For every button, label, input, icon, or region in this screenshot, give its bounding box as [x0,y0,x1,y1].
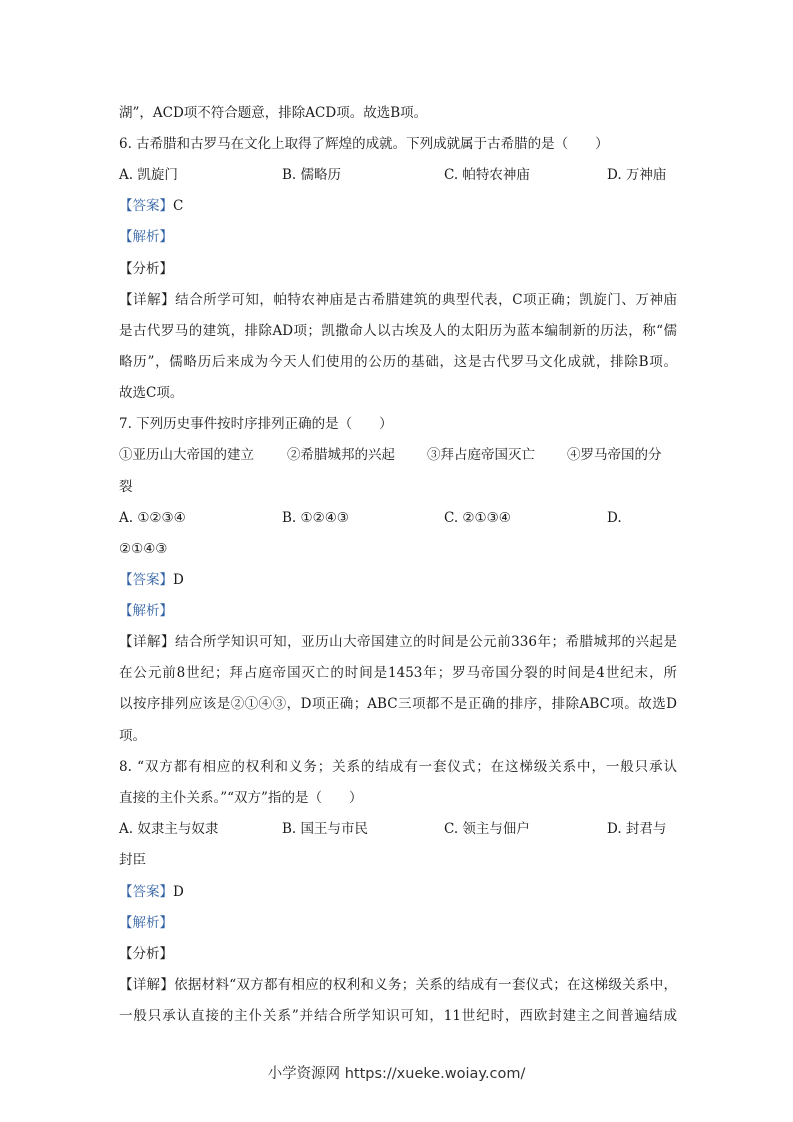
l1: 湖”，ACD项不符合题意，排除ACD项。故选B项。 [119,105,428,121]
q8-stem-1: 8. “双方都有相应的权利和义务；关系的结成有一套仪式；在这梯级关系中，一般只承认 [119,759,677,775]
q6-option-b: B. 儒略历 [282,167,342,183]
q7-detail-2: 在公元前8世纪；拜占庭帝国灭亡的时间是1453年；罗马帝国分裂的时间是4世纪末，所 [119,665,677,681]
q7-detail-4: 项。 [119,728,146,744]
q7-event-4: ④罗马帝国的分 [567,447,662,463]
q7-option-d: D. [607,510,622,526]
q6-detail-2: 是古代罗马的建筑，排除AD项；凯撒命人以古埃及人的太阳历为蓝本编制新的历法，称“儒 [119,323,677,339]
q8-detail-1 [119,975,677,995]
q7-option-a: A. ①②③④ [119,510,186,526]
q7-detail-3: 以按序排列应该是②①④③，D项正确；ABC三项都不是正确的排序，排除ABC项。故选D [119,696,677,712]
q6-fenxi: 【分析】 [119,261,173,277]
q6-detail-4: 故选C项。 [119,385,184,401]
q7-answer [119,570,184,590]
answer-value: C [173,198,184,214]
q6-stem: 6. 古希腊和古罗马在文化上取得了辉煌的成就。下列成就属于古希腊的是（ ） [119,136,609,152]
q8-option-b: B. 国王与市民 [282,821,369,837]
answer-value: D [173,884,184,900]
q8-option-d: D. 封君与 [607,821,667,837]
answer-value: D [173,572,184,588]
q7-detail-1 [119,632,677,652]
q6-jiexi: 【解析】 [119,229,173,245]
q8-option-d-cont: 封臣 [119,852,146,868]
q8-answer [119,882,184,902]
q6-detail-3: 略历”，儒略历后来成为今天人们使用的公历的基础，这是古代罗马文化成就，排除B项。 [119,354,677,370]
q7-event-1: ①亚历山大帝国的建立 [119,447,254,463]
q8-jiexi: 【解析】 [119,915,173,931]
q7-event-3: ③拜占庭帝国灭亡 [427,447,535,463]
detail-tag: 【详解】 [119,634,176,650]
q7-option-d-value: ②①④③ [119,541,168,557]
detail-text: 依据材料“双方都有相应的权利和义务；关系的结成有一套仪式；在这梯级关系中， [174,977,677,993]
detail-tag: 【详解】 [119,292,176,308]
q6-option-a: A. 凯旋门 [119,167,178,183]
q6-answer [119,196,183,216]
detail-text: 结合所学知识可知，亚历山大帝国建立的时间是公元前336年；希腊城邦的兴起是 [175,634,677,650]
q7-option-c: C. ②①③④ [444,510,511,526]
q7-event-2: ②希腊城邦的兴起 [287,447,395,463]
answer-tag: 【答案】 [119,198,173,214]
page-footer[interactable]: 小学资源网 https://xueke.woiay.com/ [267,1066,526,1082]
q7-stem: 7. 下列历史事件按时序排列正确的是（ ） [119,416,393,432]
q6-detail-1 [119,290,677,310]
q7-option-b: B. ①②④③ [282,510,349,526]
detail-tag: 【详解】 [119,977,175,993]
q7-jiexi: 【解析】 [119,603,173,619]
q8-detail-2: 一般只承认直接的主仆关系”并结合所学知识可知，11世纪时，西欧封建主之间普遍结成 [119,1008,677,1024]
q8-fenxi: 【分析】 [119,946,173,962]
q8-option-a: A. 奴隶主与奴隶 [119,821,219,837]
q6-option-c: C. 帕特农神庙 [444,167,530,183]
q6-option-d: D. 万神庙 [607,167,667,183]
answer-tag: 【答案】 [119,572,173,588]
answer-tag: 【答案】 [119,884,173,900]
q8-option-c: C. 领主与佃户 [444,821,530,837]
detail-text: 结合所学可知，帕特农神庙是古希腊建筑的典型代表，C项正确；凯旋门、万神庙 [175,292,677,308]
q7-event-4-cont: 裂 [119,479,133,495]
q8-stem-2: 直接的主仆关系。”“双方”指的是（ ） [119,790,363,806]
